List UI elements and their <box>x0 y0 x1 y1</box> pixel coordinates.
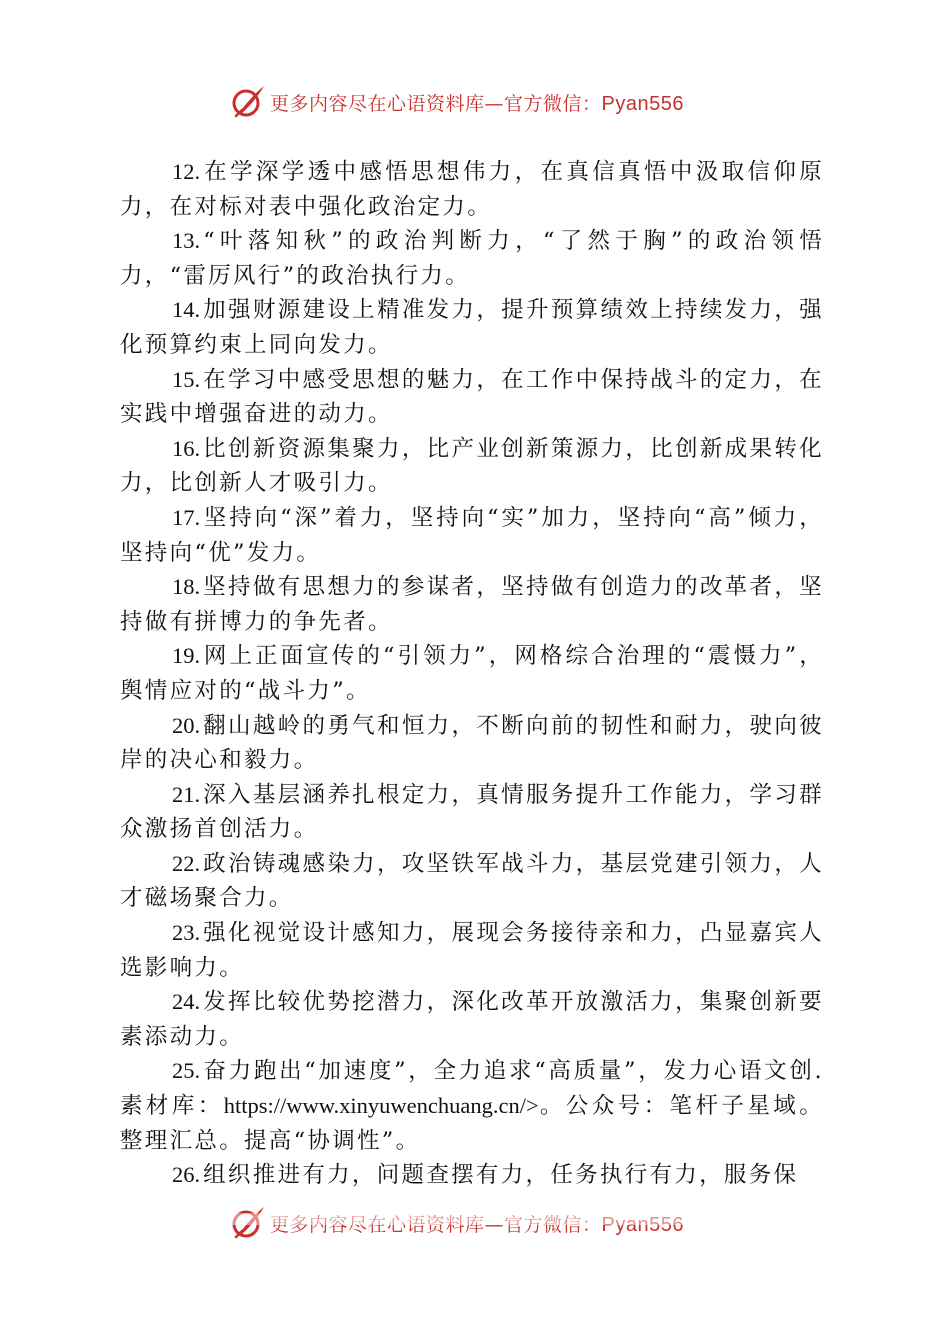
list-item-with-link: 25. 奋力跑出“加速度”，全力追求“高质量”，发力心语文创.素材库：https://www.xinyuwenchuang.cn/>。公众号：笔杆子星域。整理汇总。提高“协调性”。 <box>120 1058 824 1154</box>
quill-logo-icon <box>228 82 268 122</box>
list-item: 23. 强化视觉设计感知力，展现会务接待亲和力，凸显嘉宾人选影响力。 <box>120 920 824 981</box>
list-item: 12. 在学深学透中感悟思想伟力，在真信真悟中汲取信仰原力，在对标对表中强化政治定力。 <box>120 159 824 220</box>
list-item: 20. 翻山越岭的勇气和恒力，不断向前的韧性和耐力，驶向彼岸的决心和毅力。 <box>120 712 824 774</box>
header-banner-id: Pyan556 <box>601 92 684 115</box>
list-item: 17. 坚持向“深”着力，坚持向“实”加力，坚持向“高”倾力，坚持向“优”发力。 <box>120 504 824 566</box>
header-banner <box>0 82 950 122</box>
list-item: 16. 比创新资源集聚力，比产业创新策源力，比创新成果转化力，比创新人才吸引力。 <box>120 435 824 497</box>
document-body <box>120 155 824 1193</box>
list-item: 24. 发挥比较优势挖潜力，深化改革开放激活力，集聚创新要素添动力。 <box>120 989 824 1050</box>
list-item: 26. 组织推进有力，问题查摆有力，任务执行有力，服务保 <box>172 1162 799 1189</box>
list-item: 19. 网上正面宣传的“引领力”，网格综合治理的“震慑力”，舆情应对的“战斗力”。 <box>120 643 824 704</box>
footer-banner-cut <box>0 1213 950 1225</box>
list-item: 15. 在学习中感受思想的魅力，在工作中保持战斗的定力，在实践中增强奋进的动力。 <box>120 366 824 428</box>
list-item: 22. 政治铸魂感染力，攻坚铁军战斗力，基层党建引领力，人才磁场聚合力。 <box>120 850 824 912</box>
header-banner-cn: 更多内容尽在心语资料库—官方微信： <box>270 92 602 115</box>
list-item: 14. 加强财源建设上精准发力，提升预算绩效上持续发力，强化预算约束上同向发力。 <box>120 297 824 358</box>
website-url-text: https://www.xinyuwenchuang.cn/> <box>223 1093 539 1119</box>
list-item: 21. 深入基层涵养扎根定力，真情服务提升工作能力，学习群众激扬首创活力。 <box>120 781 824 843</box>
list-item: 13. “叶落知秋”的政治判断力，“了然于胸”的政治领悟力，“雷厉风行”的政治执行力。 <box>120 228 824 289</box>
header-banner-text <box>270 89 684 116</box>
list-item: 18. 坚持做有思想力的参谋者，坚持做有创造力的改革者，坚持做有拼博力的争先者。 <box>120 574 824 635</box>
footer-banner-cn: 更多内容尽在心语资料库—官方微信： <box>270 1213 602 1236</box>
footer-banner-id: Pyan556 <box>601 1213 684 1236</box>
